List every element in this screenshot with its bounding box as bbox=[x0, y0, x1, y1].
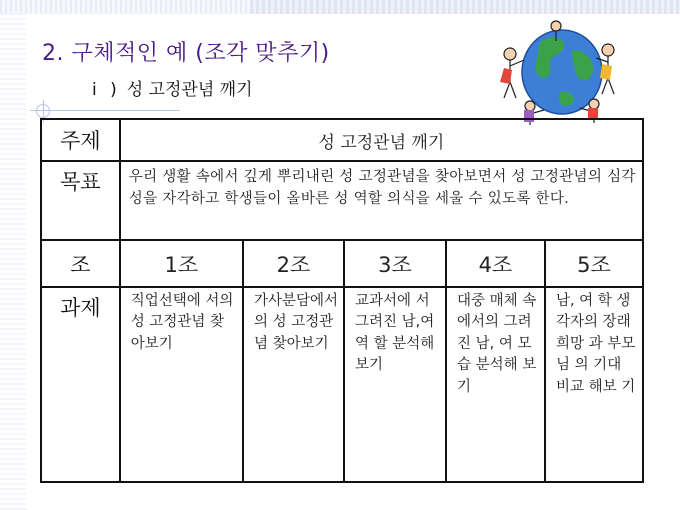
group-row bbox=[41, 240, 643, 287]
task-header: 과제 bbox=[41, 287, 120, 482]
task-cell: 가사분담에서의 성 고정관념 찾아보기 bbox=[243, 287, 344, 482]
decorative-circle bbox=[36, 104, 50, 118]
lesson-plan-table bbox=[40, 118, 644, 483]
task-cell: 남, 여 학 생 각자의 장래희망 과 부모님 의 기대 비교 해보 기 bbox=[545, 287, 643, 482]
group-label: 2조 bbox=[243, 240, 344, 287]
group-label: 3조 bbox=[344, 240, 446, 287]
task-cell: 직업선택에 서의 성 고정관념 찾아보기 bbox=[120, 287, 243, 482]
subtitle-text: 성 고정관념 깨기 bbox=[126, 80, 253, 100]
slide-subtitle bbox=[92, 80, 282, 100]
task-cell: 교과서에 서 그려진 남,여 역 할 분석해 보기 bbox=[344, 287, 446, 482]
goal-text: 우리 생활 속에서 깊게 뿌리내린 성 고정관념을 찾아보면서 성 고정관념의 심각성을 자각하고 학생들이 올바른 성 역할 의식을 세울 수 있도록 한다. bbox=[120, 161, 643, 240]
group-label: 4조 bbox=[446, 240, 545, 287]
slide-title: 2. 구체적인 예 (조각 맞추기) bbox=[42, 41, 330, 66]
decorative-line bbox=[30, 110, 180, 111]
goal-header: 목표 bbox=[41, 161, 120, 240]
group-header: 조 bbox=[41, 240, 120, 287]
task-row bbox=[41, 287, 643, 482]
subject-header: 주제 bbox=[41, 119, 120, 161]
group-label: 1조 bbox=[120, 240, 243, 287]
subject-value: 성 고정관념 깨기 bbox=[120, 119, 643, 161]
goal-row bbox=[41, 161, 643, 240]
subtitle-number: i ) bbox=[92, 80, 121, 100]
globe-with-children-icon bbox=[490, 10, 630, 130]
task-cell: 대중 매체 속에서의 그려진 남, 여 모습 분석해 보기 bbox=[446, 287, 545, 482]
group-label: 5조 bbox=[545, 240, 643, 287]
subject-row bbox=[41, 119, 643, 161]
left-decorative-band bbox=[0, 14, 26, 510]
